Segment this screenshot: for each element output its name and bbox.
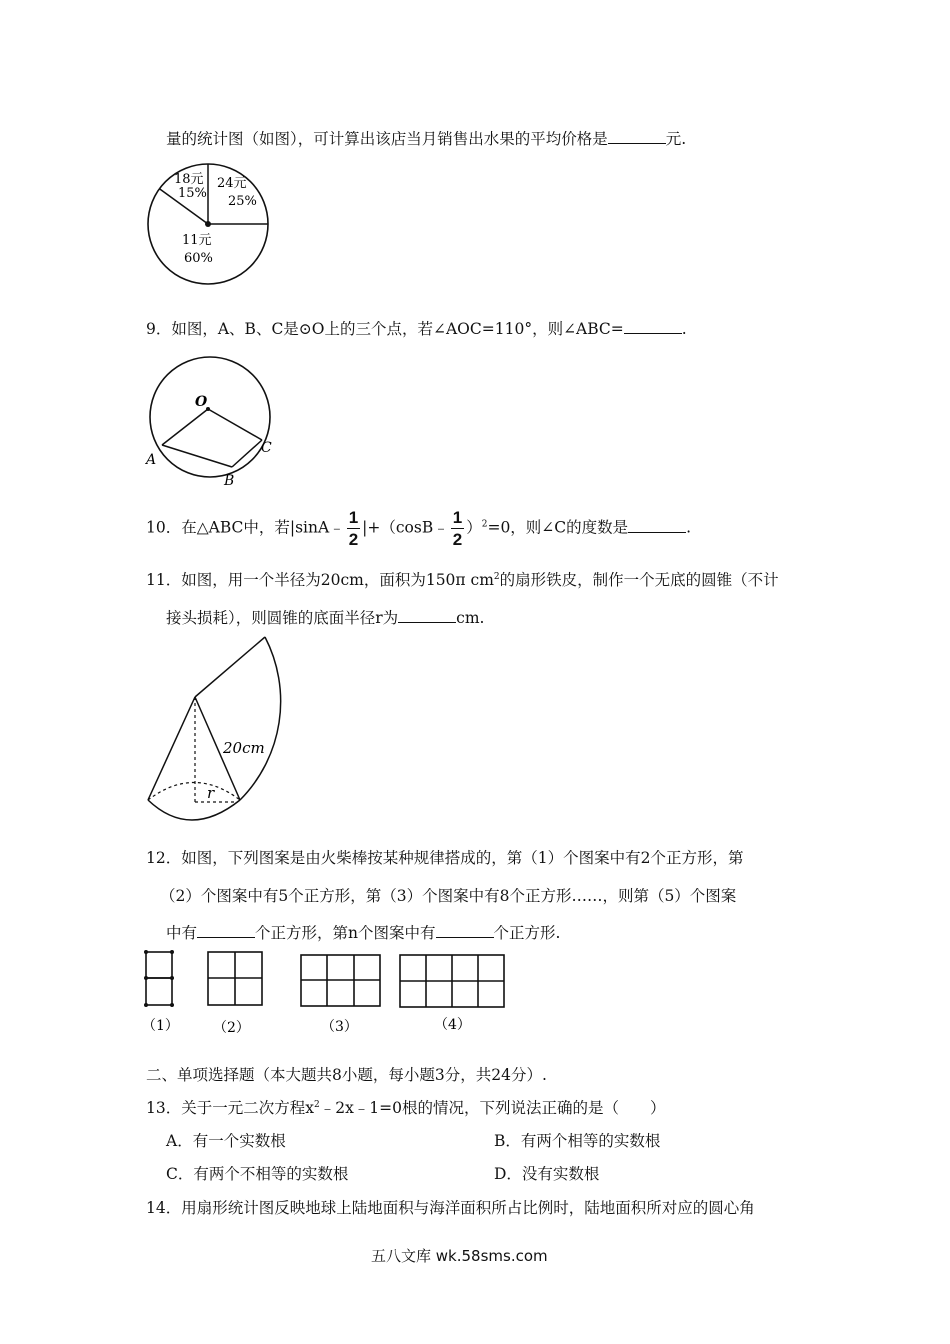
q12-answer-blank-2[interactable] (436, 923, 494, 938)
q8-answer-blank[interactable] (608, 129, 666, 144)
q12-matchstick-figures (138, 945, 518, 1040)
pie-label-11-price: 11元 (182, 233, 212, 248)
q11-line1: 11．如图，用一个半径为20cm，面积为150π $cm^2$的扇形铁皮，制作一个无底的圆锥（不计 (146, 571, 779, 589)
q11-answer-blank[interactable] (398, 608, 456, 623)
fraction-half-2: $\frac{1}{2}$ (452, 508, 463, 549)
section-2-heading: 二、单项选择题（本大题共8小题，每小题3分，共24分）. (146, 1066, 547, 1084)
pie-label-11-pct: 60% (184, 251, 213, 266)
pie-label-18-price: 18元 (174, 172, 204, 187)
caption-4: （4） (434, 1017, 471, 1033)
cone-base-front (148, 800, 240, 820)
pie-label-18-pct: 15% (178, 186, 207, 201)
label-b: B (224, 473, 235, 489)
q8-pie-chart (140, 155, 280, 290)
q13-option-c[interactable]: C．有两个不相等的实数根 (166, 1165, 349, 1183)
q9-circle-figure (140, 345, 290, 490)
q8-text: 量的统计图（如图），可计算出该店当月销售出水果的平均价格是 元. (166, 130, 687, 148)
circle-o (150, 357, 270, 477)
label-c: C (261, 440, 272, 456)
pie-center-dot (205, 221, 211, 227)
sector-arc (240, 637, 281, 800)
pattern-1 (146, 952, 172, 1005)
q10-text: 10．在△ABC中，若|sinA﹣ $\frac{1}{2}$ |+（cosB﹣ $\frac{1}{2}$ ）$^2$=0，则∠C的度数是 . (146, 508, 692, 549)
label-20cm: 20cm (223, 739, 265, 757)
q14-text: 14．用扇形统计图反映地球上陆地面积与海洋面积所占比例时，陆地面积所对应的圆心角 (146, 1199, 755, 1217)
q13-option-b[interactable]: B．有两个相等的实数根 (494, 1132, 661, 1150)
q12-answer-blank-1[interactable] (197, 923, 255, 938)
segment-oa (162, 409, 208, 445)
pie-label-24-pct: 25% (228, 194, 257, 209)
sector-radius-top (195, 637, 265, 697)
caption-3: （3） (321, 1019, 358, 1035)
q12-line3: 中有 个正方形，第n个图案中有 个正方形. (166, 924, 561, 942)
caption-2: （2） (213, 1020, 250, 1036)
caption-1: （1） (142, 1018, 179, 1034)
q9-text: 9．如图，A、B、C是⊙O上的三个点，若∠AOC=110°，则∠ABC= . (146, 320, 687, 338)
q13-option-a[interactable]: A．有一个实数根 (166, 1132, 286, 1150)
label-r: r (207, 784, 215, 802)
label-o: O (195, 394, 208, 410)
segment-oc (208, 409, 262, 440)
q11-cone-figure (140, 630, 320, 830)
q10-answer-blank[interactable] (628, 518, 686, 533)
pie-label-24-price: 24元 (217, 176, 247, 191)
pattern-4 (400, 955, 504, 1007)
footer-watermark: 五八文库 wk.58sms.com (371, 1247, 548, 1265)
q13-stem: 13．关于一元二次方程$x^2﹣2x﹣1=0$根的情况，下列说法正确的是（ ） (146, 1099, 666, 1117)
pattern-3 (301, 955, 380, 1006)
q9-answer-blank[interactable] (624, 319, 682, 334)
cone-side-left (148, 697, 195, 800)
q12-line2: （2）个图案中有5个正方形，第（3）个图案中有8个正方形……，则第（5）个图案 (160, 887, 737, 905)
pattern-2 (208, 952, 262, 1005)
label-a: A (146, 452, 157, 468)
q12-line1: 12．如图，下列图案是由火柴棒按某种规律搭成的，第（1）个图案中有2个正方形，第 (146, 849, 744, 867)
q13-option-d[interactable]: D．没有实数根 (494, 1165, 600, 1183)
q11-line2: 接头损耗），则圆锥的底面半径r为 cm. (166, 609, 485, 627)
fraction-half-1: $\frac{1}{2}$ (348, 508, 359, 549)
cone-base-back (148, 783, 240, 801)
